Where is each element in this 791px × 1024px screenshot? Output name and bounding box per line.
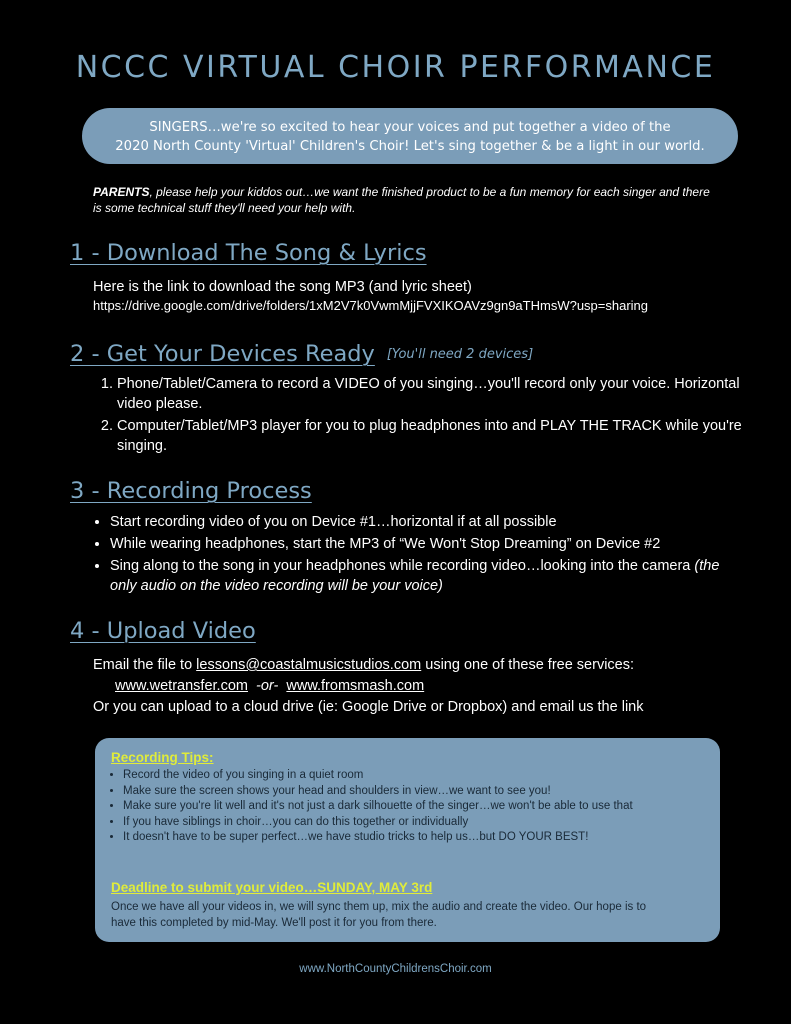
section-2-title: 2 - Get Your Devices Ready — [70, 341, 375, 367]
recording-process-list — [92, 512, 750, 598]
cloud-upload-text: Or you can upload to a cloud drive (ie: Google Drive or Dropbox) and email us the link — [93, 699, 644, 715]
list-item: • Make sure you're lit well and it's not just a dark silhouette of the singer…we won't be able to use that — [123, 799, 683, 815]
list-item: 2. Computer/Tablet/MP3 player for you to plug headphones into and PLAY THE TRACK while you're singing. — [117, 416, 757, 456]
parents-label: PARENTS — [93, 185, 150, 199]
fromsmash-link[interactable]: www.fromsmash.com — [286, 678, 425, 694]
list-item: • Start recording video of you on Device #1…horizontal if at all possible — [110, 512, 750, 532]
email-instructions — [93, 655, 634, 675]
list-item: • It doesn't have to be super perfect…we have studio tricks to help us…but DO YOUR BEST! — [123, 830, 683, 846]
singers-banner — [82, 108, 738, 164]
list-item — [110, 556, 750, 596]
section-4-heading: 4 - Upload Video — [70, 618, 256, 644]
deadline-heading: Deadline to submit your video…SUNDAY, MAY 3rd — [111, 880, 433, 895]
list-item: • While wearing headphones, start the MP3 of “We Won't Stop Dreaming” on Device #2 — [110, 534, 750, 554]
email-suffix: using one of these free services: — [421, 657, 635, 673]
list-item: • Record the video of you singing in a quiet room — [123, 768, 683, 784]
deadline-text: Once we have all your videos in, we will sync them up, mix the audio and create the video. Our hope is to have this completed by mid-May. We'll post it for you from there. — [111, 901, 647, 929]
section-3-heading: 3 - Recording Process — [70, 478, 312, 504]
wetransfer-link[interactable]: www.wetransfer.com — [115, 678, 248, 694]
banner-line-1: SINGERS…we're so excited to hear your voices and put together a video of the — [149, 120, 671, 135]
footer-website[interactable]: www.NorthCountyChildrensChoir.com — [299, 963, 492, 975]
email-link[interactable]: lessons@coastalmusicstudios.com — [196, 657, 422, 673]
list-item-text: Sing along to the song in your headphones while recording video…looking into the camera — [110, 558, 695, 574]
section-2-heading — [70, 341, 533, 367]
section-1-heading: 1 - Download The Song & Lyrics — [70, 240, 427, 266]
list-item: 1. Phone/Tablet/Camera to record a VIDEO of you singing…you'll record only your voice. Horizontal video please. — [117, 374, 757, 414]
banner-line-2: 2020 North County 'Virtual' Children's Choir! Let's sing together & be a light in our world. — [115, 139, 705, 154]
email-prefix: Email the file to — [93, 657, 197, 673]
parents-text: , please help your kiddos out…we want the finished product to be a fun memory for each singer and there is some technical stuff they'll need your help with. — [93, 185, 710, 215]
list-item: • If you have siblings in choir…you can do this together or individually — [123, 815, 683, 831]
page-title: NCCC VIRTUAL CHOIR PERFORMANCE — [75, 50, 716, 85]
devices-list — [92, 374, 757, 458]
recording-tips-panel — [95, 738, 720, 942]
parents-note — [93, 184, 713, 216]
devices-note: [You'll need 2 devices] — [386, 347, 534, 362]
download-instructions: Here is the link to download the song MP3 (and lyric sheet) — [93, 279, 472, 295]
tips-heading: Recording Tips: — [111, 750, 214, 765]
or-separator: -or- — [256, 678, 279, 694]
tips-list — [111, 768, 683, 846]
list-item-note: (the only audio on the video recording will be your voice) — [110, 558, 720, 594]
list-item: • Make sure the screen shows your head and shoulders in view…we want to see you! — [123, 784, 683, 800]
download-link[interactable]: https://drive.google.com/drive/folders/1xM2V7k0VwmMjjFVXIKOAVz9gn9aTHmsW?usp=sharing — [93, 298, 649, 313]
services-line — [115, 676, 424, 696]
